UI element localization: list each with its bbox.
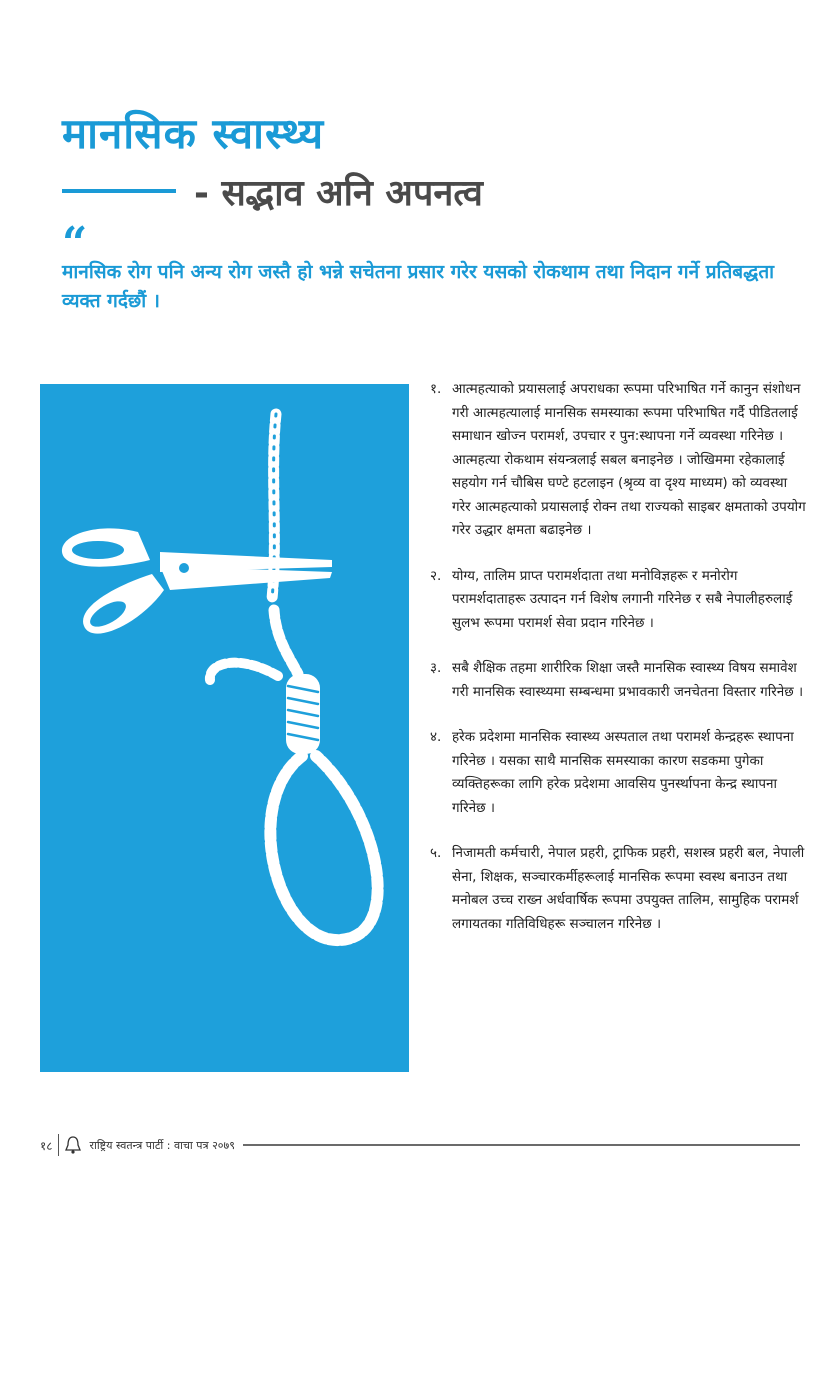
poster-line: संयन्त्रलाई xyxy=(62,1223,198,1267)
list-item-text: निजामती कर्मचारी, नेपाल प्रहरी, ट्राफिक प्रहरी, सशस्त्र प्रहरी बल, नेपाली सेना, शिक्षक, सञ्चारकर्मीहरूलाई मानसिक रूपमा स्वस्थ बनाउन तथा मनोबल उच्च राख्न अर्धवार्षिक रूपमा उपयुक्त तालिम, सामुहिक परामर्श लगायतका गतिविधिहरू सञ्चालन गरिनेछ । xyxy=(452,845,805,932)
page-footer xyxy=(40,1130,800,1160)
list-item-number: ३. xyxy=(430,660,442,676)
scissors-icon xyxy=(62,528,332,633)
poster-line: रोकथाम xyxy=(62,1161,174,1205)
list-item xyxy=(430,726,810,820)
page-subtitle: - सद्भाव अनि अपनत्व xyxy=(194,172,483,214)
list-item-text: सबै शैक्षिक तहमा शारीरिक शिक्षा जस्तै मानसिक स्वास्थ्य विषय समावेश गरी मानसिक स्वास्थ्यमा सम्बन्धमा प्रभावकारी जनचेतना विस्तार गरिनेछ । xyxy=(452,660,804,700)
list-item-text: हरेक प्रदेशमा मानसिक स्वास्थ्य अस्पताल तथा परामर्श केन्द्रहरू स्थापना गरिनेछ । यसका साथै मानसिक समस्याका कारण सडकमा पुगेका व्यक्तिहरूका लागि हरेक प्रदेशमा आवसिय पुनर्स्थापना केन्द्र स्थापना गरिनेछ । xyxy=(452,729,794,816)
list-item-text: योग्य, तालिम प्राप्त परामर्शदाता तथा मनोविज्ञहरू र मनोरोग परामर्शदाताहरू उत्पादन गर्न विशेष लगानी गरिनेछ र सबै नेपालीहरुलाई सुलभ रूपमा परामर्श सेवा प्रदान गरिनेछ । xyxy=(452,567,793,631)
list-item xyxy=(430,565,810,636)
list-item xyxy=(430,842,810,936)
list-item xyxy=(430,378,810,543)
title-dash-divider xyxy=(62,189,176,193)
list-item-number: ४. xyxy=(430,729,442,745)
quote-text: मानसिक रोग पनि अन्य रोग जस्तै हो भन्ने सचेतना प्रसार गरेर यसको रोकथाम तथा निदान गर्ने प्रतिबद्धता व्यक्त गर्दछौं । xyxy=(62,261,775,312)
list-item xyxy=(430,657,810,704)
list-item-number: २. xyxy=(430,567,442,584)
list-item-number: १. xyxy=(430,381,442,397)
list-item-text: आत्महत्याको प्रयासलाई अपराधका रूपमा परिभाषित गर्ने कानुन संशोधन गरी आत्महत्यालाई मानसिक समस्याका रूपमा परिभाषित गर्दै पीडितलाई समाधान खोज्न परामर्श, उपचार र पुन:स्थापना गर्ने व्यवस्था गरिनेछ । आत्महत्या रोकथाम संयन्त्रलाई सबल बनाइनेछ । जोखिममा रहेकालाई सहयोग गर्न चौबिस घण्टे हटलाइन (श्रृव्य वा दृश्य माध्यम) को व्यवस्था गरेर आत्महत्याको प्रयासलाई रोक्न तथा राज्यको साइबर क्षमताको उपयोग गरेर उद्धार क्षमता बढाइनेछ । xyxy=(452,381,806,538)
footer-label: राष्ट्रिय स्वतन्त्र पार्टी : वाचा पत्र २०७९ xyxy=(89,1138,235,1152)
poster-line: बनाइनेछ xyxy=(62,1347,182,1391)
commitment-list xyxy=(430,378,810,958)
footer-divider xyxy=(58,1134,59,1156)
poster-line: सबल xyxy=(62,1285,136,1329)
page-number: १८ xyxy=(40,1138,53,1153)
bell-icon xyxy=(65,1135,81,1155)
poster-illustration xyxy=(40,384,409,1072)
list-item-number: ५. xyxy=(430,845,442,861)
noose-rope-icon xyxy=(210,414,378,940)
quote-mark-icon: “ xyxy=(62,218,88,269)
poster-line: आत्महत्या xyxy=(62,1099,198,1143)
page-title: मानसिक स्वास्थ्य xyxy=(62,109,325,158)
subtitle-row xyxy=(62,166,483,216)
footer-rule xyxy=(243,1144,800,1146)
